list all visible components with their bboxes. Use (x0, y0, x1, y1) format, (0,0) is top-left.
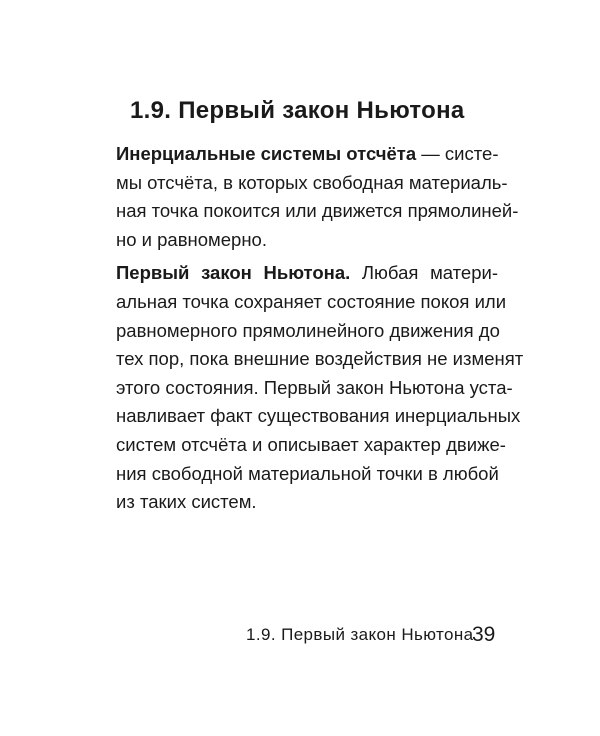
section-title: 1.9. Первый закон Ньютона (130, 97, 465, 124)
term-first-law: Первый закон Ньютона. (116, 262, 351, 284)
body-text (116, 140, 524, 522)
text-line (116, 140, 498, 169)
paragraph-inertial-frames (116, 140, 519, 254)
text-line: тех пор, пока внешние воздействия не изменят (116, 348, 524, 370)
text-line: ния свободной материальной точки в любой (116, 462, 499, 484)
term-inertial-frames: Инерциальные системы отсчёта (116, 143, 417, 164)
text-line: систем отсчёта и описывает характер движе- (116, 433, 506, 455)
text-line: из таких систем. (116, 491, 257, 513)
text-segment: — систе- (416, 143, 499, 164)
paragraph-first-law (116, 259, 524, 516)
page-number: 39 (472, 623, 496, 646)
running-head: 1.9. Первый закон Ньютона (246, 625, 474, 644)
text-segment: Любая матери- (350, 262, 499, 284)
text-line: равномерного прямолинейного движения до (116, 319, 500, 341)
text-line: этого состояния. Первый закон Ньютона уста- (116, 376, 513, 398)
text-line: ная точка покоится или движется прямолиней- (116, 200, 519, 222)
text-line: мы отсчёта, в которых свободная материаль- (116, 171, 508, 193)
page-footer (0, 623, 600, 647)
text-line: навливает факт существования инерциальных (116, 405, 521, 427)
text-line (116, 259, 498, 288)
text-line: но и равномерно. (116, 228, 267, 250)
text-line: альная точка сохраняет состояние покоя или (116, 290, 507, 312)
